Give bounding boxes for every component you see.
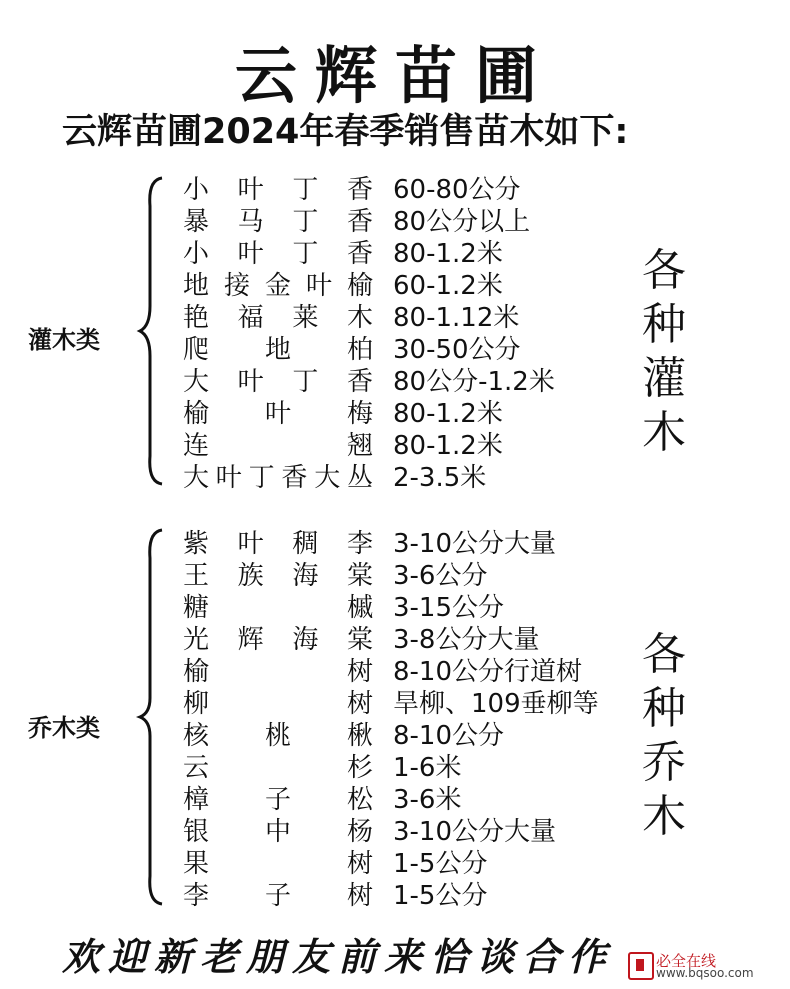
product-name-char: 叶	[237, 529, 264, 559]
product-spec: 1-5公分	[393, 881, 488, 911]
product-name-char: 艳	[183, 303, 210, 333]
product-name	[183, 430, 373, 462]
tree-side-char: 乔	[642, 737, 686, 788]
product-name-char: 叶	[237, 239, 264, 269]
product-name-char: 叶	[215, 463, 242, 493]
product-name-char: 子	[264, 785, 291, 815]
product-name	[183, 398, 373, 430]
shrub-section-label: 灌木类	[28, 326, 100, 354]
product-name	[183, 720, 373, 752]
product-name-char: 丁	[292, 207, 319, 237]
product-name-char: 银	[183, 817, 210, 847]
product-name-char: 族	[237, 561, 264, 591]
product-spec: 旱柳、109垂柳等	[393, 689, 599, 719]
product-name	[183, 528, 373, 560]
product-name-char: 中	[264, 817, 291, 847]
product-name	[183, 880, 373, 912]
product-spec: 60-80公分	[393, 175, 521, 205]
product-name-char: 树	[346, 689, 373, 719]
product-name	[183, 270, 373, 302]
product-spec: 3-10公分大量	[393, 529, 557, 559]
product-name-char: 接	[223, 271, 250, 301]
product-spec: 3-6米	[393, 785, 462, 815]
product-spec: 80-1.12米	[393, 303, 520, 333]
product-name-char: 小	[183, 239, 210, 269]
watermark	[628, 948, 778, 982]
product-name-char: 叶	[305, 271, 332, 301]
product-name-char: 光	[183, 625, 210, 655]
product-name-char: 樟	[183, 785, 210, 815]
product-name-char: 叶	[237, 175, 264, 205]
product-spec: 30-50公分	[393, 335, 521, 365]
product-name-char: 榆	[346, 271, 373, 301]
product-name-char: 海	[292, 625, 319, 655]
product-name	[183, 174, 373, 206]
product-name-char: 李	[346, 529, 373, 559]
product-name-char: 桃	[264, 721, 291, 751]
product-name-char: 树	[346, 657, 373, 687]
product-name	[183, 238, 373, 270]
product-name-char: 地	[264, 335, 291, 365]
product-name-char: 楸	[346, 721, 373, 751]
shrub-side-char: 灌	[642, 353, 686, 404]
product-name-char: 连	[183, 431, 210, 461]
product-name	[183, 848, 373, 880]
product-name-char: 丁	[248, 463, 275, 493]
product-spec: 8-10公分	[393, 721, 505, 751]
product-name	[183, 656, 373, 688]
product-name-char: 莱	[292, 303, 319, 333]
product-spec: 80-1.2米	[393, 399, 503, 429]
product-name	[183, 206, 373, 238]
product-name	[183, 366, 373, 398]
product-name-char: 柳	[183, 689, 210, 719]
product-name-char: 丁	[292, 175, 319, 205]
product-name-char: 柏	[346, 335, 373, 365]
product-name-char: 福	[237, 303, 264, 333]
product-name-char: 树	[346, 849, 373, 879]
product-name-char: 大	[314, 463, 341, 493]
product-name-char: 丁	[292, 367, 319, 397]
product-spec: 80-1.2米	[393, 431, 503, 461]
product-name-char: 香	[346, 175, 373, 205]
product-name	[183, 592, 373, 624]
product-name	[183, 560, 373, 592]
product-name-char: 杉	[346, 753, 373, 783]
product-name-char: 香	[346, 367, 373, 397]
shrub-side-char: 各	[642, 245, 686, 296]
product-name-char: 棠	[346, 625, 373, 655]
product-spec: 3-6公分	[393, 561, 488, 591]
product-spec: 80公分-1.2米	[393, 367, 555, 397]
product-name-char: 紫	[183, 529, 210, 559]
product-name-char: 海	[292, 561, 319, 591]
product-name-char: 榆	[183, 399, 210, 429]
product-name-char: 糖	[183, 593, 210, 623]
product-spec: 3-8公分大量	[393, 625, 540, 655]
product-name-char: 辉	[237, 625, 264, 655]
page-subtitle: 云辉苗圃2024年春季销售苗木如下:	[62, 112, 629, 152]
product-name-char: 香	[281, 463, 308, 493]
product-spec: 60-1.2米	[393, 271, 503, 301]
product-spec: 1-5公分	[393, 849, 488, 879]
product-name	[183, 462, 373, 494]
product-name-char: 子	[264, 881, 291, 911]
product-name-char: 榆	[183, 657, 210, 687]
product-name-char: 马	[237, 207, 264, 237]
product-spec: 80-1.2米	[393, 239, 503, 269]
product-name-char: 稠	[292, 529, 319, 559]
page-title: 云辉苗圃	[234, 39, 555, 112]
product-name	[183, 784, 373, 816]
tree-side-note	[634, 628, 694, 844]
product-name-char: 木	[346, 303, 373, 333]
product-name	[183, 334, 373, 366]
watermark-logo-icon	[628, 952, 654, 980]
tree-section-label: 乔木类	[28, 714, 100, 742]
watermark-text: 必全在线	[656, 952, 717, 970]
product-spec: 3-10公分大量	[393, 817, 557, 847]
product-spec: 80公分以上	[393, 207, 531, 237]
product-name-char: 槭	[346, 593, 373, 623]
product-name-char: 叶	[264, 399, 291, 429]
product-name-char: 果	[183, 849, 210, 879]
product-spec: 2-3.5米	[393, 463, 487, 493]
shrub-side-note	[634, 244, 694, 460]
product-name-char: 梅	[346, 399, 373, 429]
product-name-char: 杨	[346, 817, 373, 847]
product-name-char: 翘	[346, 431, 373, 461]
product-spec: 8-10公分行道树	[393, 657, 583, 687]
product-name-char: 香	[346, 239, 373, 269]
product-name-char: 暴	[183, 207, 210, 237]
tree-side-char: 种	[642, 683, 686, 734]
product-name-char: 王	[183, 561, 210, 591]
watermark-url: www.bqsoo.com	[656, 966, 754, 980]
product-name-char: 大	[183, 463, 210, 493]
product-name-char: 丁	[292, 239, 319, 269]
product-name	[183, 302, 373, 334]
tree-side-char: 木	[642, 791, 686, 842]
product-name-char: 云	[183, 753, 210, 783]
product-name-char: 爬	[183, 335, 210, 365]
product-name	[183, 816, 373, 848]
product-name-char: 小	[183, 175, 210, 205]
product-name-char: 大	[183, 367, 210, 397]
tree-brace	[138, 528, 168, 906]
product-name	[183, 624, 373, 656]
shrub-side-char: 种	[642, 299, 686, 350]
product-name	[183, 752, 373, 784]
product-name-char: 丛	[346, 463, 373, 493]
product-name-char: 李	[183, 881, 210, 911]
product-name-char: 棠	[346, 561, 373, 591]
shrub-side-char: 木	[642, 407, 686, 458]
product-name-char: 树	[346, 881, 373, 911]
product-spec: 1-6米	[393, 753, 462, 783]
product-name-char: 地	[183, 271, 210, 301]
product-name-char: 叶	[237, 367, 264, 397]
product-name-char: 香	[346, 207, 373, 237]
shrub-brace	[138, 176, 168, 486]
tree-side-char: 各	[642, 629, 686, 680]
footer-invitation: 欢迎新老朋友前来恰谈合作	[62, 934, 615, 979]
product-name-char: 核	[183, 721, 210, 751]
product-name-char: 松	[346, 785, 373, 815]
product-name-char: 金	[264, 271, 291, 301]
product-name	[183, 688, 373, 720]
product-spec: 3-15公分	[393, 593, 505, 623]
